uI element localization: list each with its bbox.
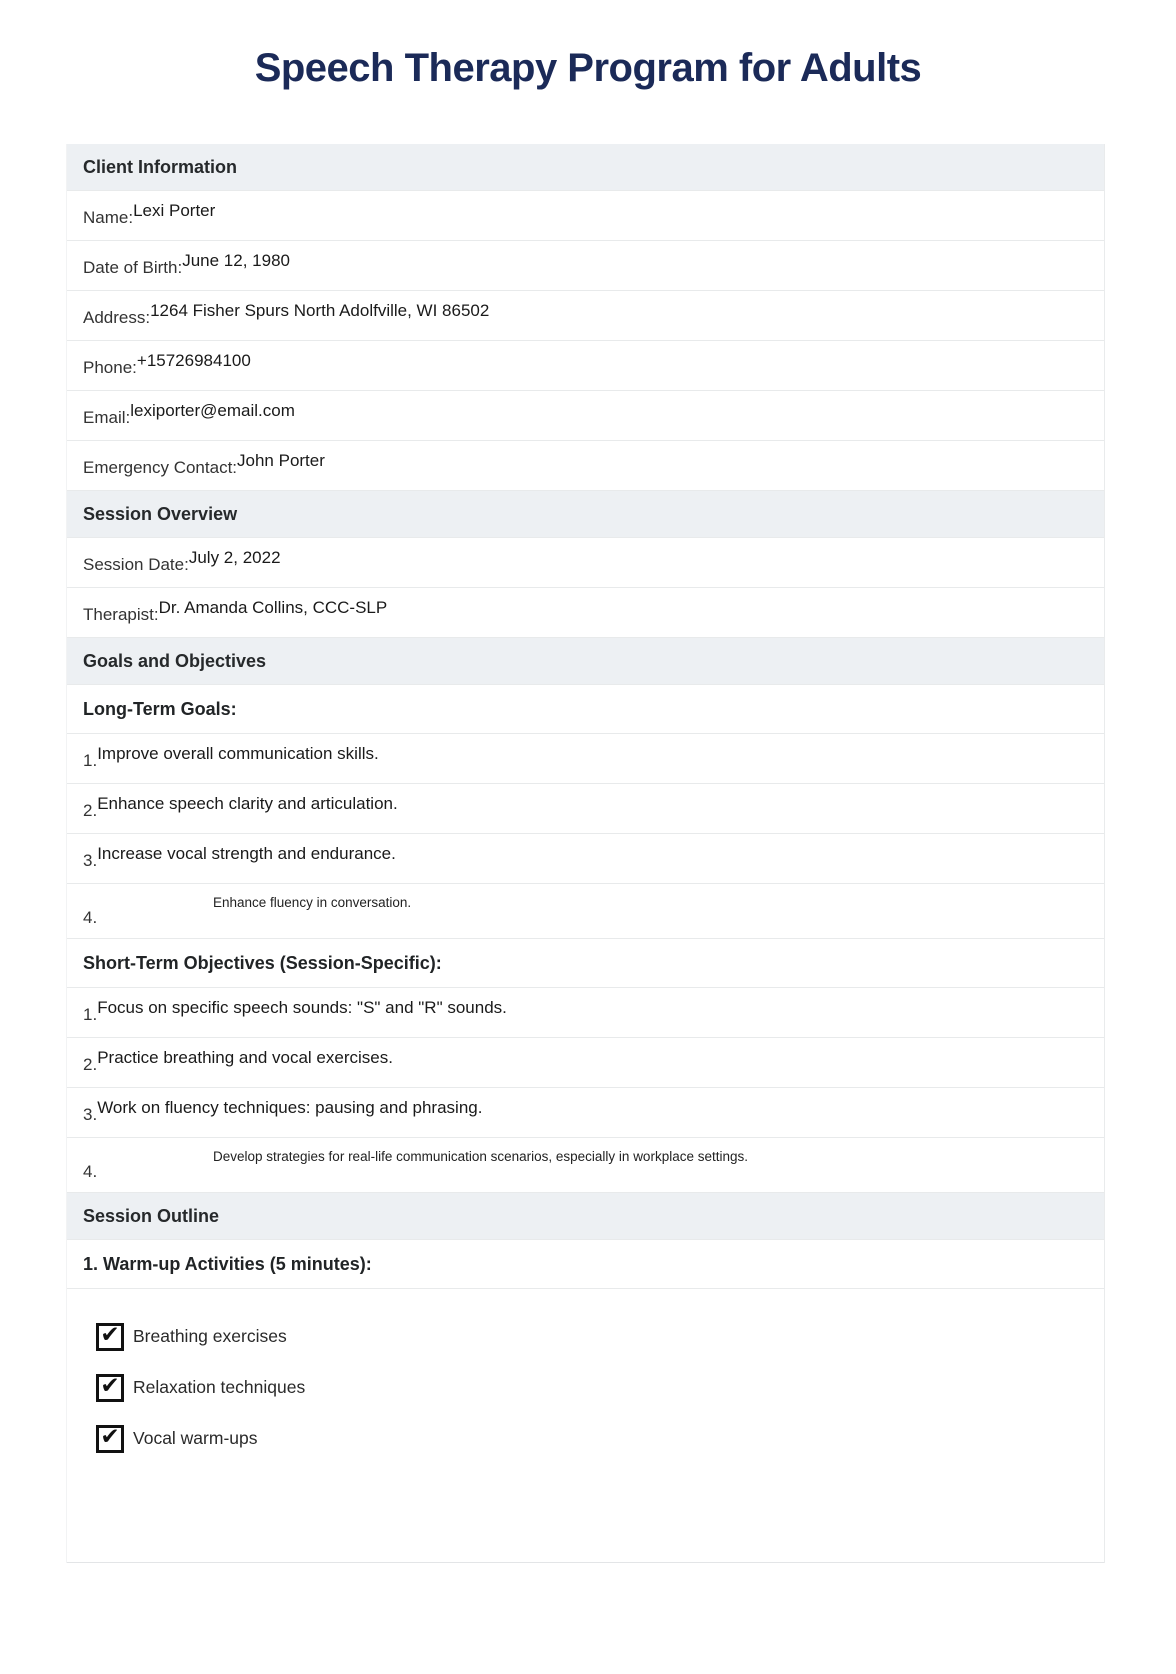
- subheader-long-term-goals: [67, 685, 1104, 734]
- checkmark-icon: ✔: [100, 1373, 120, 1399]
- checkmark-icon: ✔: [100, 1322, 120, 1348]
- checkbox-breathing-exercises[interactable]: [96, 1323, 124, 1351]
- item-number: 2.: [83, 801, 98, 820]
- field-label: Email:: [83, 408, 131, 427]
- item-number: 1.: [83, 1005, 98, 1024]
- field-label: Therapist:: [83, 605, 159, 624]
- checkbox-label: Relaxation techniques: [133, 1377, 306, 1397]
- warm-up-checklist: [67, 1289, 1104, 1563]
- field-label: Address:: [83, 308, 151, 327]
- field-value: Lexi Porter: [133, 201, 216, 220]
- field-label: Emergency Contact:: [83, 458, 238, 477]
- section-header-goals-and-objectives: [67, 638, 1104, 685]
- item-number: 3.: [83, 851, 98, 870]
- field-value: June 12, 1980: [182, 251, 290, 270]
- checklist-item-relaxation-techniques: [96, 1370, 1088, 1405]
- item-text: Enhance fluency in conversation.: [213, 895, 412, 910]
- checkbox-label: Breathing exercises: [133, 1326, 287, 1346]
- list-item-long-term-1: [67, 734, 1104, 784]
- subheader-text: Long-Term Goals:: [83, 699, 237, 719]
- item-text: Improve overall communication skills.: [97, 744, 379, 763]
- checkmark-icon: ✔: [100, 1424, 120, 1450]
- checkbox-relaxation-techniques[interactable]: [96, 1374, 124, 1402]
- list-item-short-term-3: [67, 1088, 1104, 1138]
- checkbox-vocal-warm-ups[interactable]: [96, 1425, 124, 1453]
- section-header-text: Goals and Objectives: [83, 651, 267, 671]
- section-header-session-overview: [67, 491, 1104, 538]
- subheader-text: Short-Term Objectives (Session-Specific):: [83, 953, 442, 973]
- field-row-emergency-contact: [67, 441, 1104, 491]
- field-row-session-date: [67, 538, 1104, 588]
- section-header-text: Client Information: [83, 157, 237, 177]
- field-row-phone: [67, 341, 1104, 391]
- field-label: Name:: [83, 208, 134, 227]
- item-text: Enhance speech clarity and articulation.: [97, 794, 398, 813]
- item-number: 4.: [83, 908, 98, 927]
- item-number: 3.: [83, 1105, 98, 1124]
- list-item-short-term-1: [67, 988, 1104, 1038]
- field-row-email: [67, 391, 1104, 441]
- section-header-text: Session Outline: [83, 1206, 220, 1226]
- item-text: Focus on specific speech sounds: "S" and "R" sounds.: [97, 998, 507, 1017]
- list-item-long-term-3: [67, 834, 1104, 884]
- field-value: +15726984100: [136, 351, 251, 370]
- item-number: 2.: [83, 1055, 98, 1074]
- field-label: Phone:: [83, 358, 137, 377]
- list-item-long-term-4: [67, 884, 1104, 939]
- field-row-name: [67, 191, 1104, 241]
- field-row-address: [67, 291, 1104, 341]
- subheader-text: 1. Warm-up Activities (5 minutes):: [83, 1254, 372, 1274]
- list-item-long-term-2: [67, 784, 1104, 834]
- item-text: Develop strategies for real-life communication scenarios, especially in workplace settings.: [213, 1149, 748, 1164]
- list-item-short-term-4: [67, 1138, 1104, 1193]
- subheader-short-term-objectives: [67, 939, 1104, 988]
- item-text: Work on fluency techniques: pausing and phrasing.: [97, 1098, 483, 1117]
- field-row-therapist: [67, 588, 1104, 638]
- list-item-short-term-2: [67, 1038, 1104, 1088]
- item-text: Increase vocal strength and endurance.: [97, 844, 396, 863]
- subheader-warm-up-activities: [67, 1240, 1104, 1289]
- page-title: Speech Therapy Program for Adults: [254, 46, 922, 90]
- field-label: Date of Birth:: [83, 258, 183, 277]
- field-value: Dr. Amanda Collins, CCC-SLP: [158, 598, 388, 617]
- field-label: Session Date:: [83, 555, 189, 574]
- item-text: Practice breathing and vocal exercises.: [97, 1048, 393, 1067]
- section-header-text: Session Overview: [83, 504, 238, 524]
- document-table: [66, 144, 1105, 1563]
- field-row-date-of-birth: [67, 241, 1104, 291]
- item-number: 1.: [83, 751, 98, 770]
- item-number: 4.: [83, 1162, 98, 1181]
- checkbox-label: Vocal warm-ups: [133, 1428, 258, 1448]
- section-header-client-information: [67, 144, 1104, 191]
- checklist-item-breathing-exercises: [96, 1319, 1088, 1354]
- field-value: lexiporter@email.com: [130, 401, 295, 420]
- field-value: July 2, 2022: [188, 548, 281, 567]
- checklist-item-vocal-warm-ups: [96, 1421, 1088, 1456]
- field-value: John Porter: [237, 451, 325, 470]
- field-value: 1264 Fisher Spurs North Adolfville, WI 86502: [150, 301, 490, 320]
- section-header-session-outline: [67, 1193, 1104, 1240]
